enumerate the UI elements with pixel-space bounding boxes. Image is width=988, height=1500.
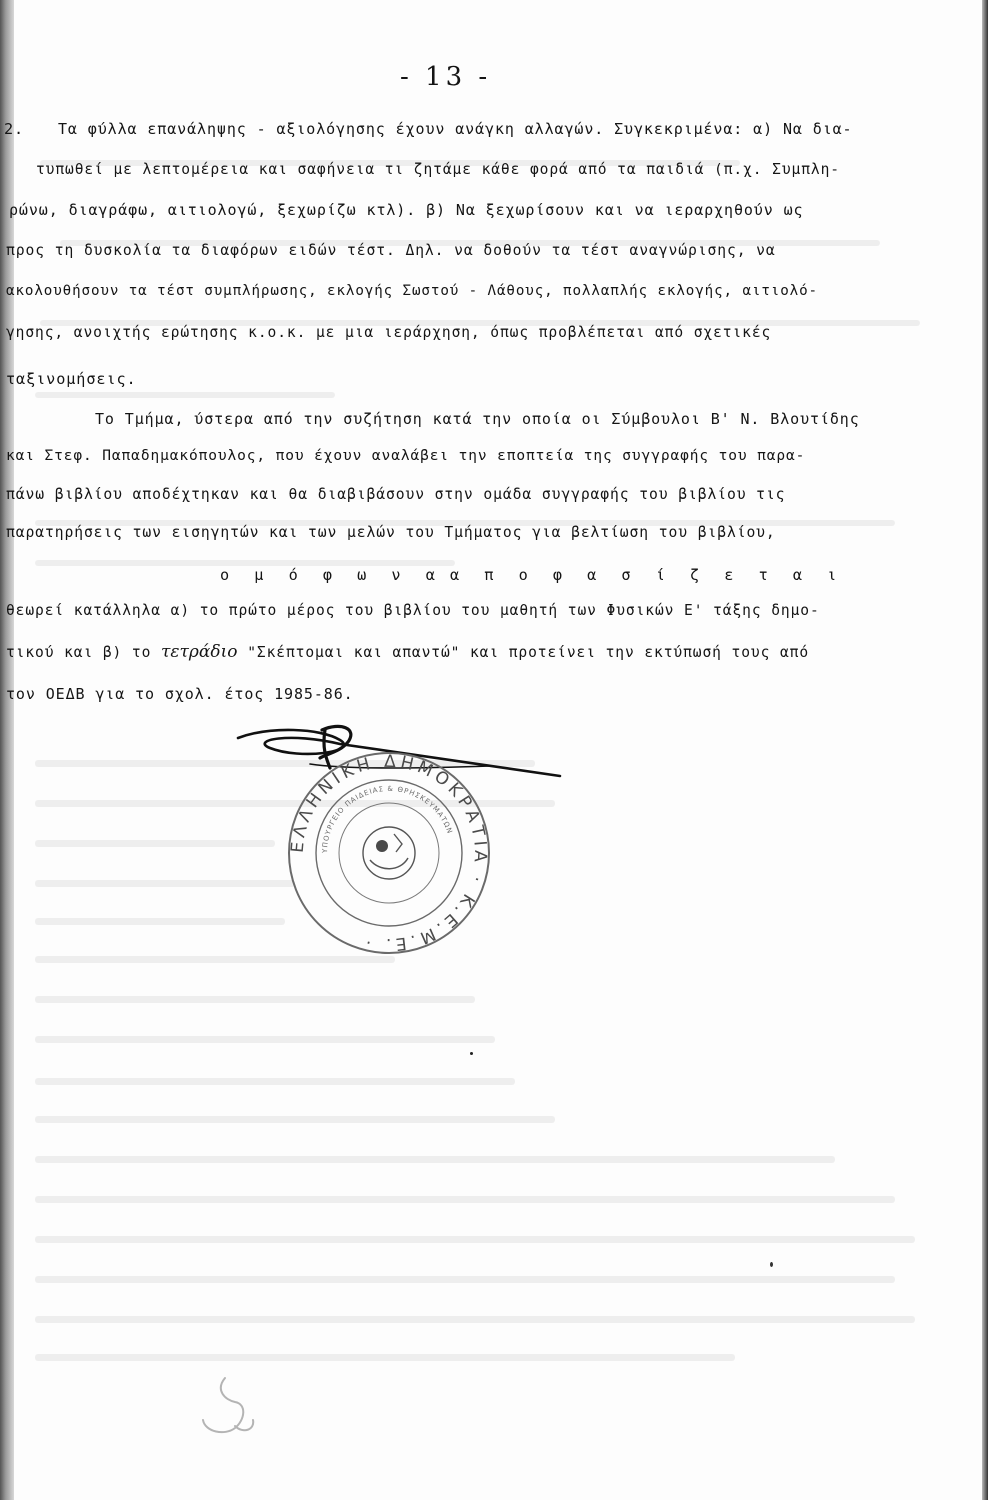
pencil-mark xyxy=(195,1370,265,1450)
decision-line1: θεωρεί κατάλληλα α) το πρώτο μέρος του βιβλίου του μαθητή των Φυσικών Ε' τάξης δημο- xyxy=(6,602,820,619)
paragraph2-line2: και Στεφ. Παπαδημακόπουλος, που έχουν αναλάβει την εποπτεία της συγγραφής του παρα- xyxy=(6,448,806,464)
decides-label: α π ο φ α σ ί ζ ε τ α ι xyxy=(450,566,845,584)
page-number: - 13 - xyxy=(400,62,492,92)
unanimous-label: ο μ ό φ ω ν α xyxy=(220,566,443,584)
paragraph2-line3: πάνω βιβλίου αποδέχτηκαν και θα διαβιβάσουν στην ομάδα συγγραφής του βιβλίου τις xyxy=(6,486,786,503)
handwritten-correction: τετράδιο xyxy=(160,642,238,662)
decision-line2-start: τικού και β) το xyxy=(6,644,161,661)
paragraph1-line6: γησης, ανοιχτής ερώτησης κ.ο.κ. με μια ιεράρχηση, όπως προβλέπεται από σχετικές xyxy=(6,324,772,341)
scan-speck xyxy=(770,1262,773,1267)
decision-line2 xyxy=(6,642,809,662)
paragraph1-line2: τυπωθεί με λεπτομέρεια και σαφήνεια τι ζητάμε κάθε φορά από τα παιδιά (π.χ. Συμπλη- xyxy=(36,161,840,178)
paragraph1-line4: προς τη δυσκολία τα διαφόρων ειδών τέστ. Δηλ. να δοθούν τα τέστ αναγνώρισης, να xyxy=(6,242,776,259)
decision-line3: τον ΟΕΔΒ για το σχολ. έτος 1985-86. xyxy=(6,685,354,703)
paragraph1-line7: ταξινομήσεις. xyxy=(6,370,137,388)
paragraph2-line4: παρατηρήσεις των εισηγητών και των μελών του Τμήματος για βελτίωση του βιβλίου, xyxy=(6,524,776,541)
seal-inner-text: ΥΠΟΥΡΓΕΙΟ ΠΑΙΔΕΙΑΣ & ΘΡΗΣΚΕΥΜΑΤΩΝ xyxy=(320,784,454,854)
official-seal-stamp xyxy=(284,748,494,958)
scan-speck xyxy=(470,1052,473,1055)
seal-emblem xyxy=(363,827,415,879)
paragraph1-line3: ρώνω, διαγράφω, αιτιολογώ, ξεχωρίζω κτλ). β) Να ξεχωρίσουν και να ιεραρχηθούν ως xyxy=(9,201,804,219)
decision-line2-end: "Σκέπτομαι και απαντώ" και προτείνει την εκτύπωσή τους από xyxy=(237,644,810,661)
paragraph1-line1: Τα φύλλα επανάληψης - αξιολόγησης έχουν ανάγκη αλλαγών. Συγκεκριμένα: α) Να δια- xyxy=(58,120,853,138)
paragraph2-line1: Το Τμήμα, ύστερα από την συζήτηση κατά την οποία οι Σύμβουλοι Β' Ν. Βλουτίδης xyxy=(95,410,860,428)
seal-outer-text: ΕΛΛΗΝΙΚΗ ΔΗΜΟΚΡΑΤΙΑ · Κ.Ε.Μ.Ε. · xyxy=(287,751,491,955)
paragraph1-line5: ακολουθήσουν τα τέστ συμπλήρωσης, εκλογής Σωστού - Λάθους, πολλαπλής εκλογής, αιτιολό- xyxy=(6,283,818,299)
item-number: 2. xyxy=(4,120,25,138)
